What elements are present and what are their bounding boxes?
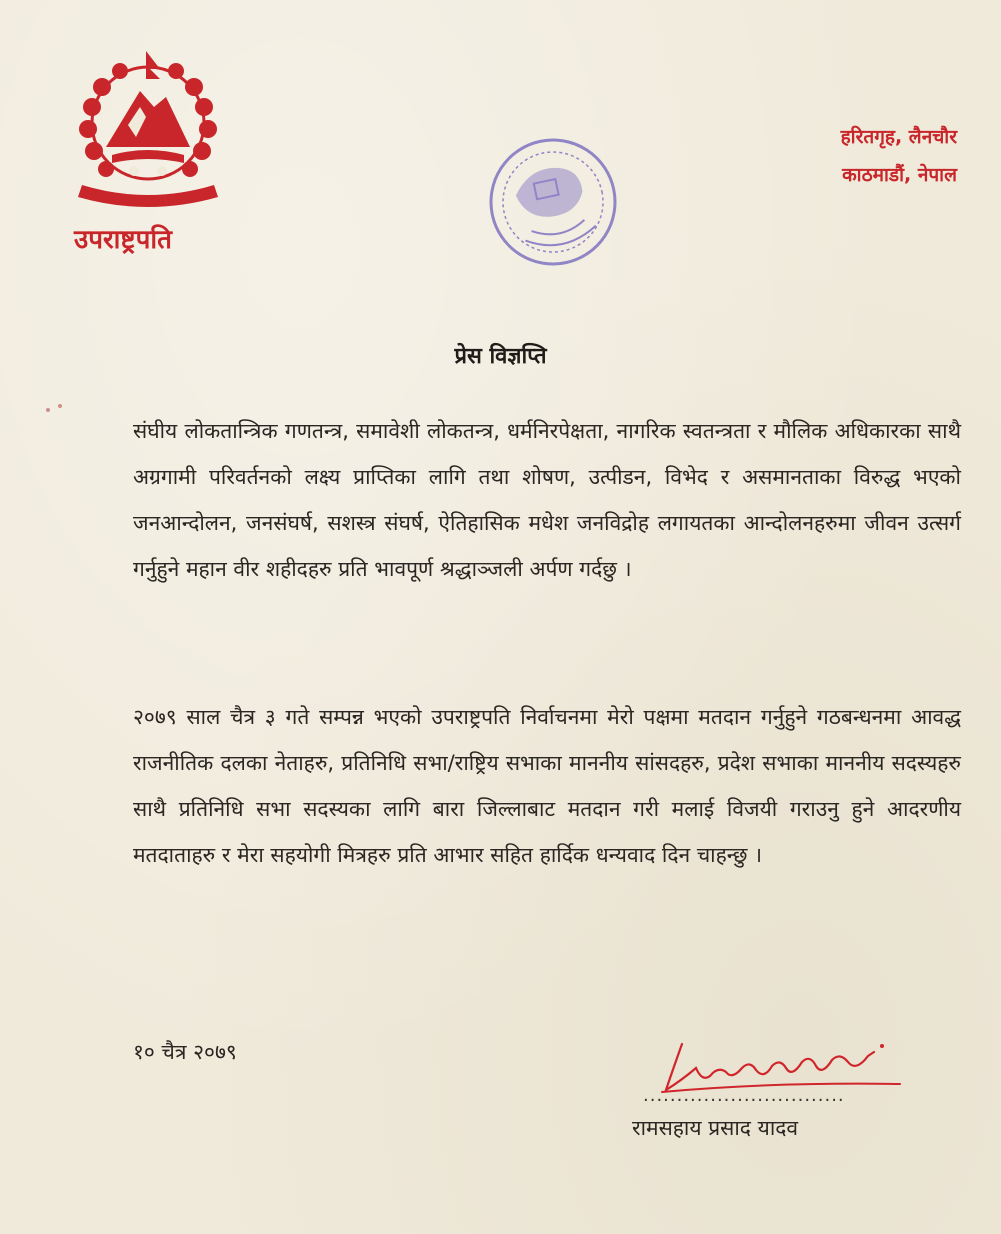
document-title: प्रेस विज्ञप्ति (454, 344, 547, 369)
paper-speck (46, 408, 50, 412)
document-date: १० चैत्र २०७९ (133, 1040, 237, 1064)
nepal-emblem-icon (62, 45, 234, 210)
paragraph-gratitude: २०७९ साल चैत्र ३ गते सम्पन्न भएको उपराष्ट्रपति निर्वाचनमा मेरो पक्षमा मतदान गर्नुहुने गठबन्धनमा आवद्ध राजनीतिक दलका नेताहरु, प्रतिनिधि सभा/राष्ट्रिय सभाका माननीय सांसदहरु, प्रदेश सभाका माननीय सदस्यहरु साथै प्रतिनिधि सभा सदस्यका लागि बारा जिल्लाबाट मतदान गरी मलाई विजयी गराउनु हुने आदरणीय मतदाताहरु र मेरा सहयोगी मित्रहरु प्रति आभार सहित हार्दिक धन्यवाद दिन चाहन्छु । (133, 705, 961, 867)
signer-name: रामसहाय प्रसाद यादव (632, 1116, 799, 1140)
address-line-1: हरितगृह, लैनचौर (840, 126, 957, 148)
signature-line: .............................. (643, 1085, 845, 1106)
office-address (841, 118, 957, 194)
paper-speck (58, 404, 62, 408)
address-line-2: काठमाडौं, नेपाल (842, 164, 957, 186)
office-label: उपराष्ट्रपति (74, 225, 172, 255)
office-seal-stamp (478, 130, 628, 275)
paragraph-tribute: संघीय लोकतान्त्रिक गणतन्त्र, समावेशी लोकतन्त्र, धर्मनिरपेक्षता, नागरिक स्वतन्त्रता र मौलिक अधिकारका साथै अग्रगामी परिवर्तनको लक्ष्य प्राप्तिका लागि तथा शोषण, उत्पीडन, विभेद र असमानताका विरुद्ध भएको जनआन्दोलन, जनसंघर्ष, सशस्त्र संघर्ष, ऐतिहासिक मधेश जनविद्रोह लगायतका आन्दोलनहरुमा जीवन उत्सर्ग गर्नुहुने महान वीर शहीदहरु प्रति भावपूर्ण श्रद्धाञ्जली अर्पण गर्दछु । (133, 419, 961, 581)
